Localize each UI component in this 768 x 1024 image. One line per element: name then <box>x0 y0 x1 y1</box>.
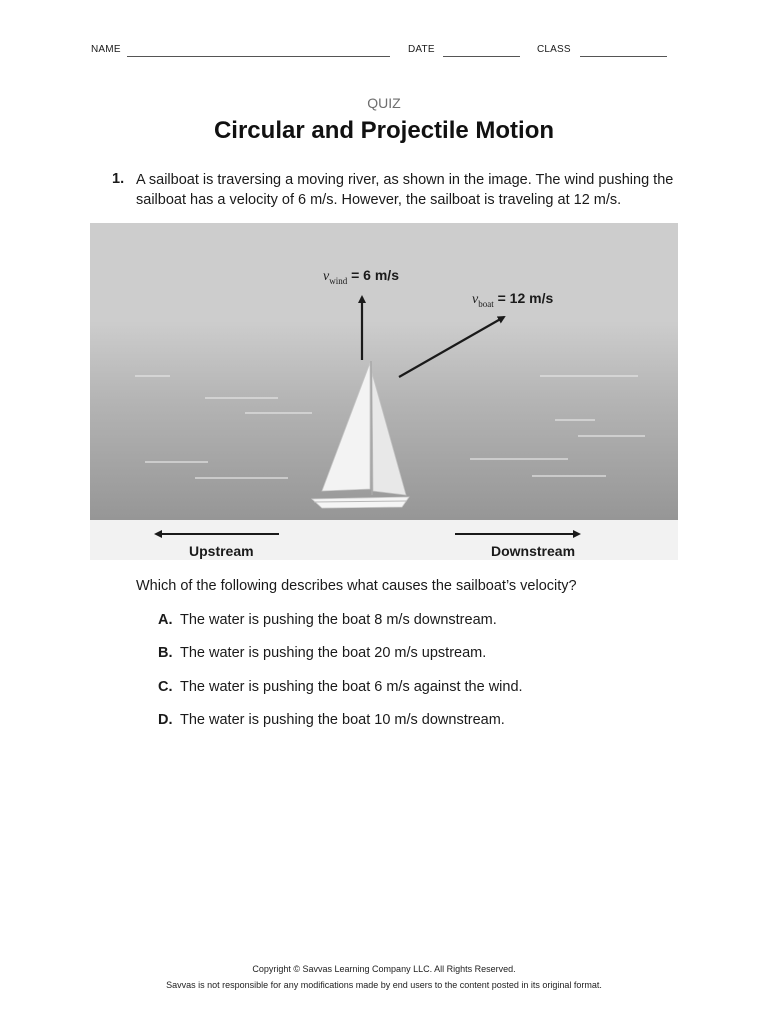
sailboat-figure <box>90 223 678 560</box>
upstream-label: Upstream <box>189 543 254 559</box>
disclaimer-text: Savvas is not responsible for any modifications made by end users to the content posted in its original format. <box>166 980 602 990</box>
choice-letter: A. <box>158 612 173 628</box>
class-label: CLASS <box>537 44 571 55</box>
wind-velocity-label: $v_{wind} = 6$ m/s <box>323 267 399 286</box>
choice-letter: B. <box>158 645 173 661</box>
choice-text: The water is pushing the boat 8 m/s downstream. <box>180 612 497 628</box>
choice-letter: D. <box>158 712 173 728</box>
question-text: A sailboat is traversing a moving river, as shown in the image. The wind pushing the sailboat has a velocity of 6 m/s. However, the sailboat is traveling at 12 m/s. <box>136 172 674 208</box>
choice-text: The water is pushing the boat 10 m/s downstream. <box>180 712 505 728</box>
downstream-label: Downstream <box>491 543 576 559</box>
name-label: NAME <box>91 44 121 55</box>
choice-c[interactable] <box>158 679 523 695</box>
question-number: 1. <box>112 171 125 187</box>
question-prompt: Which of the following describes what causes the sailboat’s velocity? <box>136 578 577 594</box>
boat-velocity-label: $v_{boat} = 12$ m/s <box>472 290 554 309</box>
caption-strip <box>90 520 678 560</box>
choice-letter: C. <box>158 679 173 695</box>
choice-text: The water is pushing the boat 6 m/s against the wind. <box>180 679 523 695</box>
copyright-text: Copyright © Savvas Learning Company LLC. All Rights Reserved. <box>252 964 516 974</box>
page-title: Circular and Projectile Motion <box>213 117 555 144</box>
choice-text: The water is pushing the boat 20 m/s upstream. <box>180 645 487 661</box>
choice-b[interactable] <box>158 645 486 661</box>
name-line[interactable] <box>127 56 390 57</box>
date-label: DATE <box>408 44 435 55</box>
quiz-kicker: QUIZ <box>367 95 401 111</box>
class-line[interactable] <box>580 56 667 57</box>
choice-a[interactable] <box>158 612 497 628</box>
choice-d[interactable] <box>158 712 505 728</box>
date-line[interactable] <box>443 56 520 57</box>
